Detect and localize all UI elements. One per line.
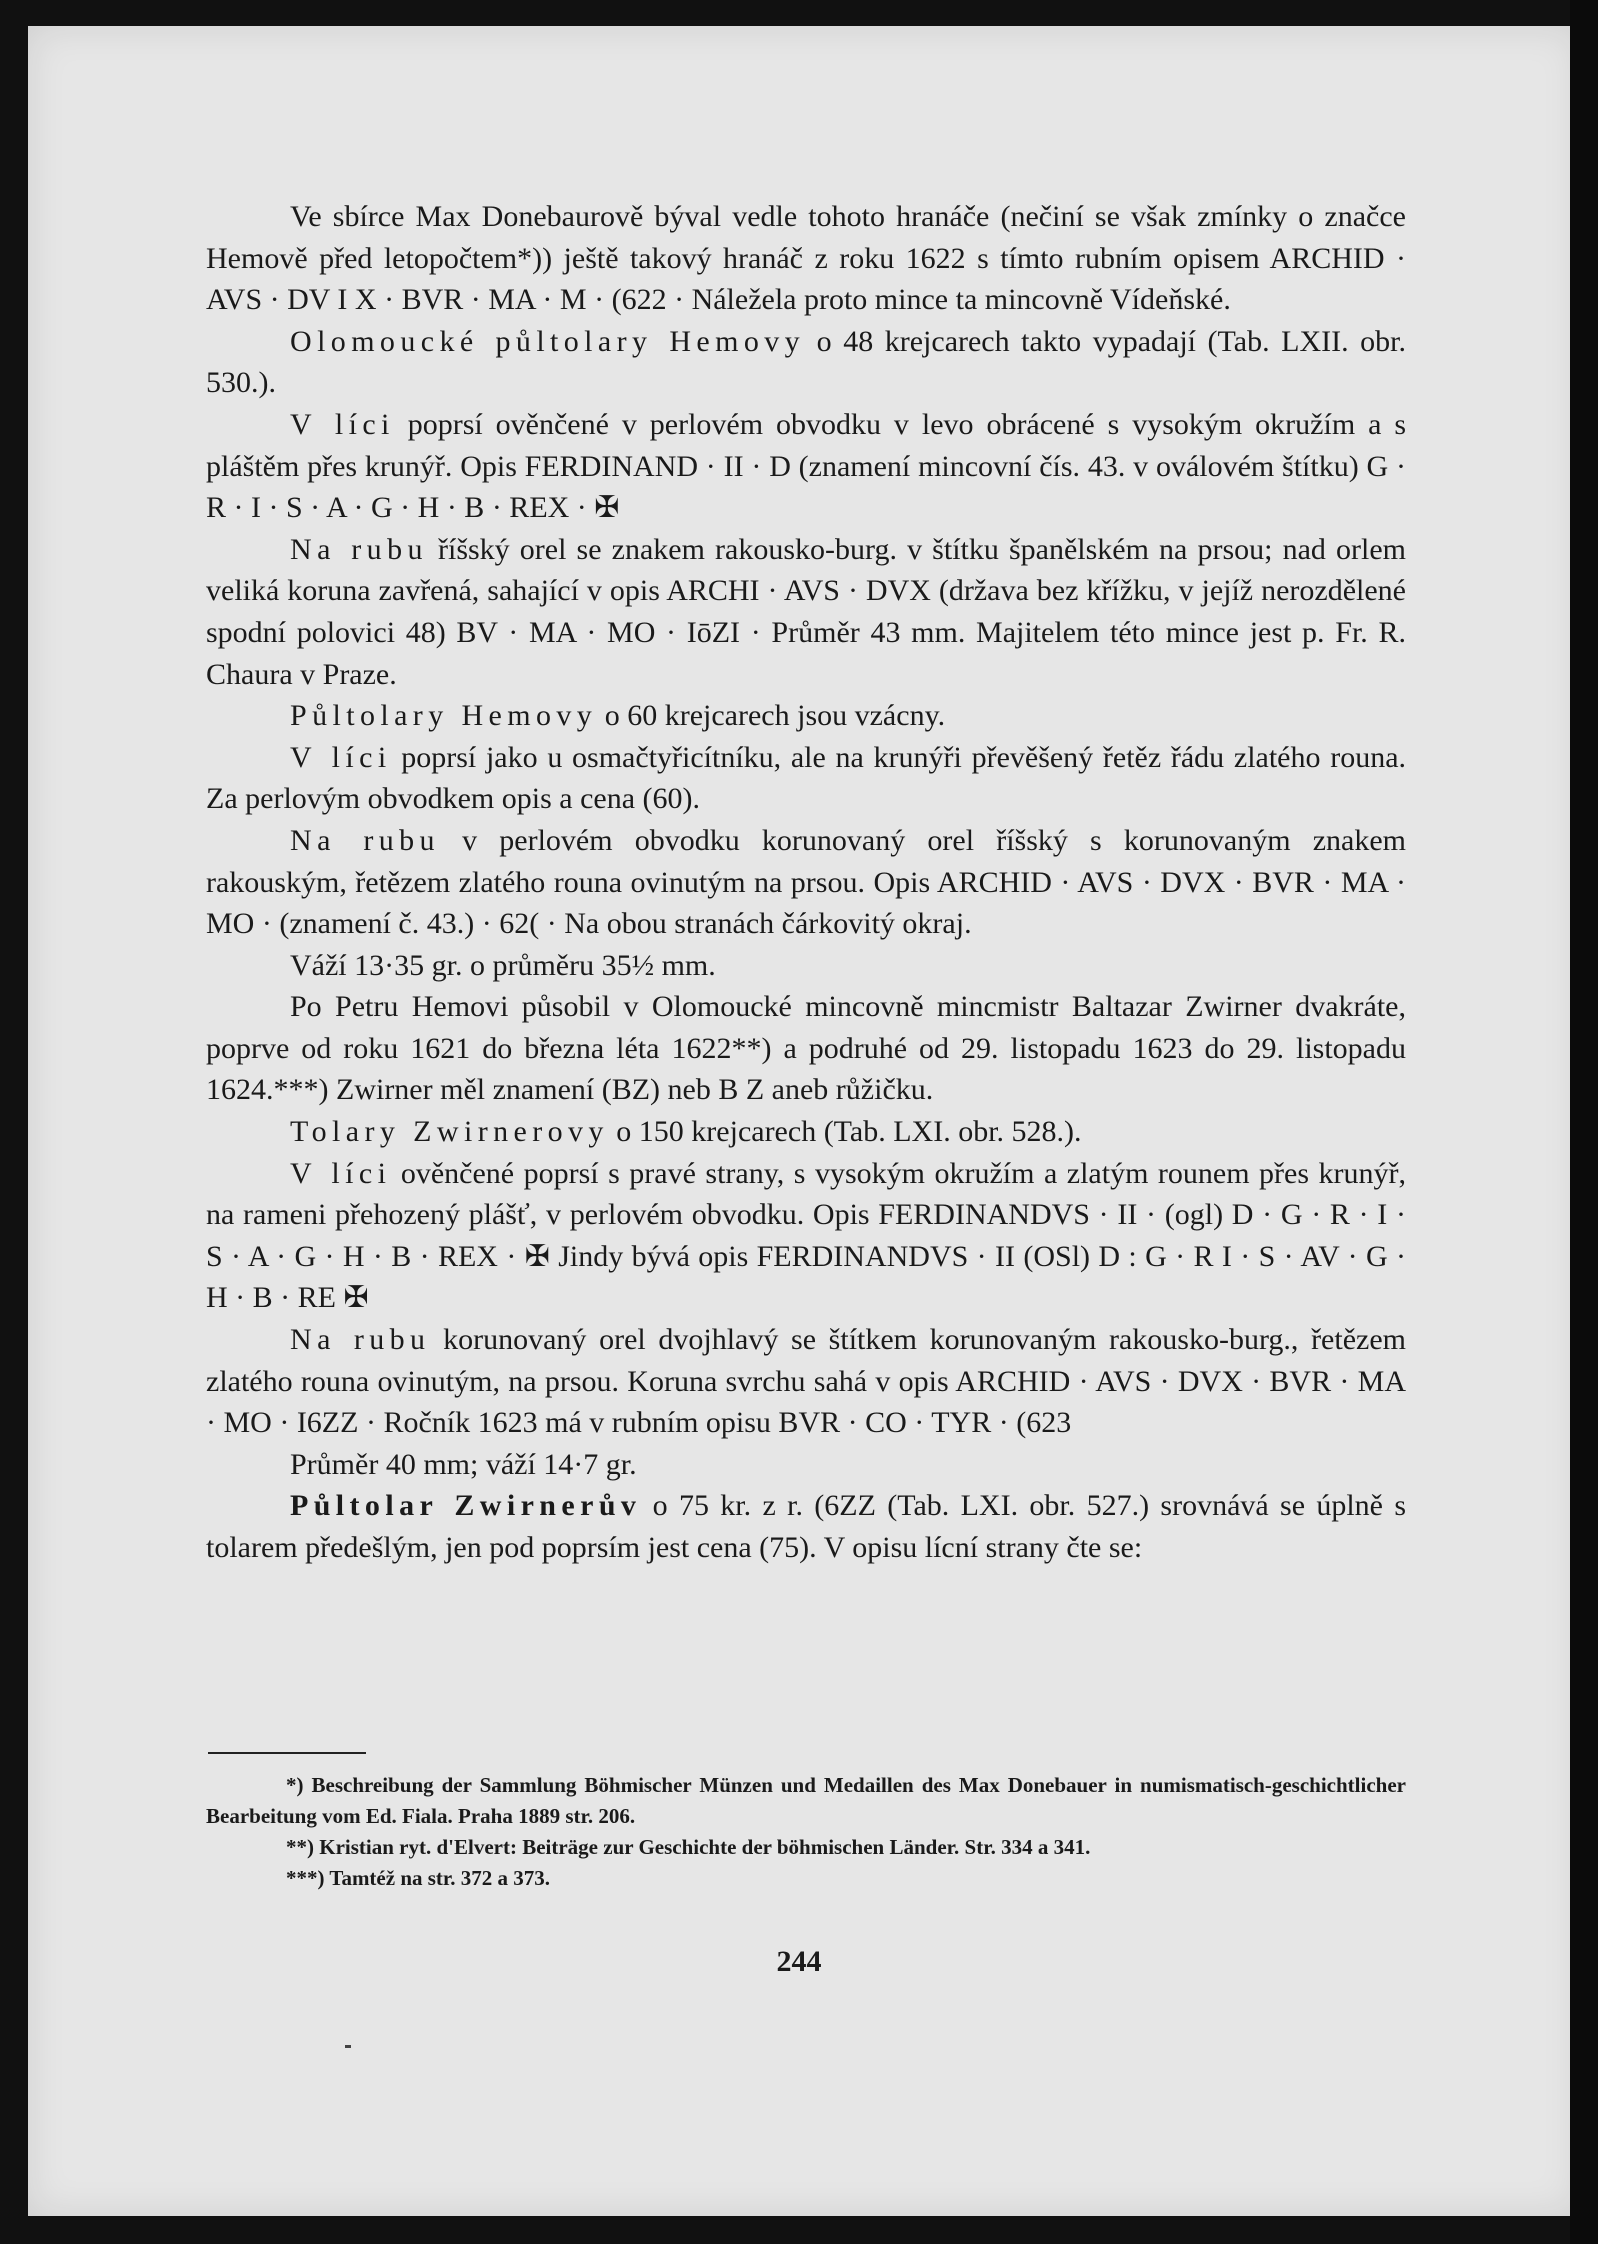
paragraph-lead: V líci [290,1156,392,1190]
paragraph-text: ověnčené poprsí s pravé strany, s vysokým okružím a zlatým rounem přes krunýř, na rameni přehozený plášť, v perlovém obvodku. Opis FERDINANDVS · II · (ogl) D · G · R · I · S · A · G · H · B · REX · ✠ Jindy bývá opis FERDINANDVS · II (OSl) D : G · R I · S · AV · G · H · B · RE ✠ [206,1156,1407,1315]
paragraph-lead: Půltolar Zwirnerův [290,1489,642,1523]
paragraph-10 [206,1111,1406,1153]
footnote-3: ***) Tamtéž na str. 372 a 373. [286,1866,551,1890]
paragraph-text: poprsí ověnčené v perlovém obvodku v levo obrácené s vysokým okružím a s pláštěm přes krunýř. Opis FERDINAND · II · D (znamení mincovní čís. 43. v oválovém štítku) G · R · I · S · A · G · H · B · REX · ✠ [206,407,1407,525]
paragraph-lead: Půltolary Hemovy [290,699,598,733]
paragraph-14 [206,1485,1406,1568]
body-text [206,196,1406,1569]
paragraph-text: Průměr 40 mm; váží 14·7 gr. [290,1447,637,1481]
paragraph-text: o 75 kr. z r. (6ZZ (Tab. LXI. obr. 527.) srovnává se úplně s tolarem předešlým, jen pod poprsím jest cena (75). V opisu lícní strany čte se: [206,1489,1406,1564]
paragraph-lead: Olomoucké půltolary Hemovy [290,324,806,358]
paragraph-lead: V líci [290,740,392,774]
paragraph-text: Váží 13·35 gr. o průměru 35½ mm. [290,948,716,982]
paragraph-13 [206,1444,1406,1486]
paragraph-text: říšský orel se znakem rakousko-burg. v štítku španělském na prsou; nad orlem veliká koruna zavřená, sahající v opis ARCHI · AVS · DVX (država bez křížku, v jejíž nerozdělené spodní polovici 48) BV · MA · MO · IōZI · Průměr 43 mm. Majitelem této mince jest p. Fr. R. Chaura v Praze. [206,532,1406,691]
paragraph-lead: Na rubu [290,532,428,566]
footnotes [206,1770,1406,1894]
paragraph-text: poprsí jako u osmačtyřicítníku, ale na krunýři převěšený řetěz řádu zlatého rouna. Za perlovým obvodkem opis a cena (60). [206,740,1407,816]
footnote-1: *) Beschreibung der Sammlung Böhmischer Münzen und Medaillen des Max Donebauer in numismatisch-geschichtlicher Bearbeitung vom Ed. Fiala. Praha 1889 str. 206. [206,1773,1406,1828]
paragraph-lead: Na rubu [290,1323,431,1357]
print-mark [345,2045,351,2048]
page-number: 244 [776,1945,822,1978]
paragraph-text: v perlovém obvodku korunovaný orel říšský s korunovaným znakem rakouským, řetězem zlatého rouna ovinutým na prsou. Opis ARCHID · AVS · DVX · BVR · MA · MO · (znamení č. 43.) · 62( · Na obou stranách čárkovitý okraj. [206,823,1406,941]
paragraph-6 [206,737,1406,820]
paragraph-lead: V líci [290,407,395,441]
paragraph-2 [206,321,1406,404]
paragraph-text: o 150 krejcarech (Tab. LXI. obr. 528.). [608,1115,1082,1149]
paragraph-lead: Na rubu [290,823,440,857]
paragraph-11 [206,1153,1406,1319]
paragraph-9 [206,986,1406,1111]
paragraph-text: o 48 krejcarech takto vypadají (Tab. LXII. obr. 530.). [206,324,1406,400]
paragraph-text: Po Petru Hemovi působil v Olomoucké mincovně mincmistr Baltazar Zwirner dvakráte, poprve od roku 1621 do března léta 1622**) a podruhé od 29. listopadu 1623 do 29. listopadu 1624.***) Zwirner měl znamení (BZ) neb B Z aneb růžičku. [206,990,1406,1107]
paragraph-1 [206,196,1406,321]
paragraph-8 [206,945,1406,987]
paragraph-4 [206,529,1406,695]
paragraph-text: korunovaný orel dvojhlavý se štítkem korunovaným rakousko-burg., řetězem zlatého rouna ovinutým, na prsou. Koruna svrchu sahá v opis ARCHID · AVS · DVX · BVR · MA · MO · I6ZZ · Ročník 1623 má v rubním opisu BVR · CO · TYR · (623 [206,1323,1406,1440]
page-edge [1570,0,1598,2244]
footnote-rule [208,1752,366,1754]
paragraph-5 [206,695,1406,737]
paragraph-text: o 60 krejcarech jsou vzácny. [597,699,946,733]
paragraph-7 [206,820,1406,945]
footnote-2: **) Kristian ryt. d'Elvert: Beiträge zur Geschichte der böhmischen Länder. Str. 334 a 341. [286,1835,1091,1859]
paragraph-12 [206,1319,1406,1444]
paragraph-lead: Tolary Zwirnerovy [290,1115,609,1149]
paragraph-3 [206,404,1406,529]
paragraph-text: Ve sbírce Max Donebaurově býval vedle tohoto hranáče (nečiní se však zmínky o značce Hemově před letopočtem*)) ještě takový hranáč z roku 1622 s tímto rubním opisem ARCHID · AVS · DV I X · BVR · MA · M · (622 · Náležela proto mince ta mincovně Vídeňské. [206,200,1406,317]
